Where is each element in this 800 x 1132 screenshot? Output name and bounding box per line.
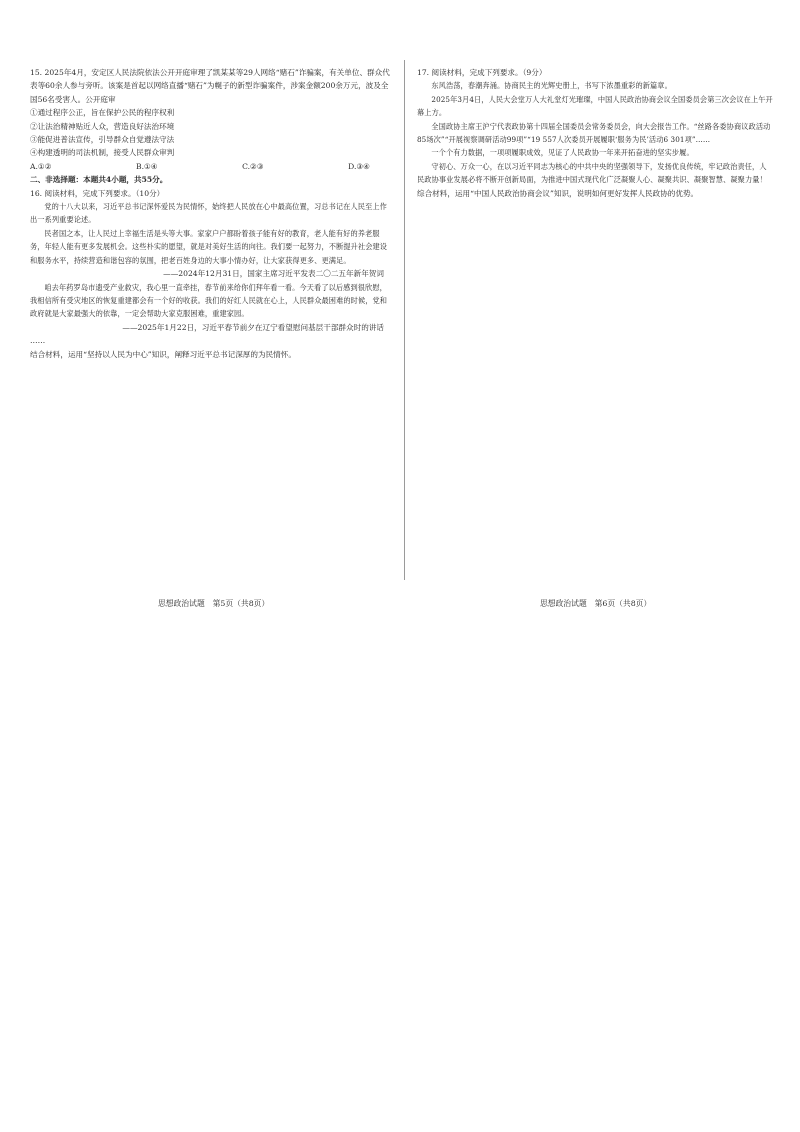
q15-option-2: ②让法治精神贴近人众，营造良好法治环境	[30, 121, 175, 131]
q16-ellipsis: ……	[30, 336, 46, 346]
q15-option-4: ④构建透明的司法机制，接受人民群众审判	[30, 148, 175, 158]
q16-para-2: 民者国之本，让人民过上幸福生活是头等大事。家家户户都盼着孩子能有好的教育，老人能有好的养老服务，年轻人能有更多发展机会。这些朴实的愿望，就是对美好生活的向往。我们要一起努力，不断提升社会建设和服务水平，持续营造和谐包容的氛围，把老百姓身边的大事小情办好，让大家获得更多、更满足。	[30, 228, 388, 265]
q15-choice-a: A.①②	[30, 161, 52, 171]
footer-page-5: 思想政治试题 第5页（共8页）	[158, 599, 270, 608]
q17-para-4: 守初心、万众一心，在以习近平同志为核心的中共中央的坚强领导下，发扬优良传统，牢记政治责任，人民政协事业发展必将不断开创新局面，为推进中国式现代化广泛凝聚人心、凝聚共识、凝聚智慧、凝聚力量！	[417, 161, 767, 185]
q15-choice-b: B.①④	[135, 161, 158, 171]
q15-choice-c: C.②③	[242, 161, 264, 171]
q17-para-1: 2025年3月4日，人民大会堂万人大礼堂灯光璀璨，中国人民政治协商会议全国委员会第三次会议在上午开幕上方。	[417, 94, 773, 118]
q17-para-2: 全国政协主席王沪宁代表政协第十四届全国委员会常务委员会，向大会报告工作。“丝路各委协商议政活动85场次”“开展视察调研活动99项”“19 557人次委员开展履职‘服务为民’活动6 301项”……	[417, 121, 771, 145]
q16-para-3: 咱去年药罗岛市遗受产业救灾，我心里一直牵挂，春节前来给你们拜年看一看。今天看了以后感到很欣慰，我相信所有受灾地区的恢复重建都会有一个好的收获。我们的好红人民就在心上，人民群众最困难的时候，党和政府就是大家最强大的依靠，一定会帮助大家克服困难，重建家园。	[30, 282, 388, 319]
q17-stem: 17. 阅读材料，完成下列要求。（9分）	[417, 68, 547, 77]
q16-task: 结合材料，运用“坚持以人民为中心”知识，阐释习近平总书记深厚的为民情怀。	[30, 349, 296, 359]
section-heading: 二、非选择题：本题共4小题，共55分。	[30, 175, 168, 185]
q17-intro: 东风浩荡，春潮奔涌。协商民主的光辉史册上，书写下浓墨重彩的新篇章。	[431, 81, 672, 91]
q16-attribution-2: ——2025年1月22日，习近平春节前夕在辽宁看望慰问基层干部群众时的讲话	[122, 322, 384, 332]
q17-task: 综合材料，运用“中国人民政治协商会议”知识，说明如何更好发挥人民政协的优势。	[417, 188, 699, 198]
q17-para-3: 一个个有力数据，一项项履职成效，见证了人民政协一年来开拓奋进的坚实步履。	[431, 148, 694, 158]
q15-option-3: ③能促进普法宣传，引导群众自觉遵法守法	[30, 135, 175, 145]
column-divider	[404, 60, 405, 580]
q15-choices	[30, 160, 370, 173]
q16-stem: 16. 阅读材料，完成下列要求。（10分）	[30, 188, 165, 198]
q15-stem: 15. 2025年4月，安定区人民法院依法公开开庭审理了凯某某等29人网络“赌石”诈骗案，有关单位、群众代表等60余人参与旁听。该案是首起以网络直播“赌石”为幌子的新型诈骗案件，涉案金额200余万元，波及全国56名受害人。公开庭审	[30, 68, 390, 104]
q16-para-1: 党的十八大以来，习近平总书记深怀爱民为民情怀，始终把人民放在心中最高位置，习总书记在人民至上作出一系列重要论述。	[30, 202, 387, 225]
right-column	[417, 66, 773, 200]
q16-attribution-1: ——2024年12月31日，国家主席习近平发表二〇二五年新年贺词	[163, 269, 384, 279]
q15-choice-d: D.③④	[348, 161, 370, 171]
q15-option-1: ①通过程序公正，旨在保护公民的程序权利	[30, 108, 175, 118]
left-column	[30, 66, 392, 361]
footer-page-6: 思想政治试题 第6页（共8页）	[540, 599, 652, 608]
